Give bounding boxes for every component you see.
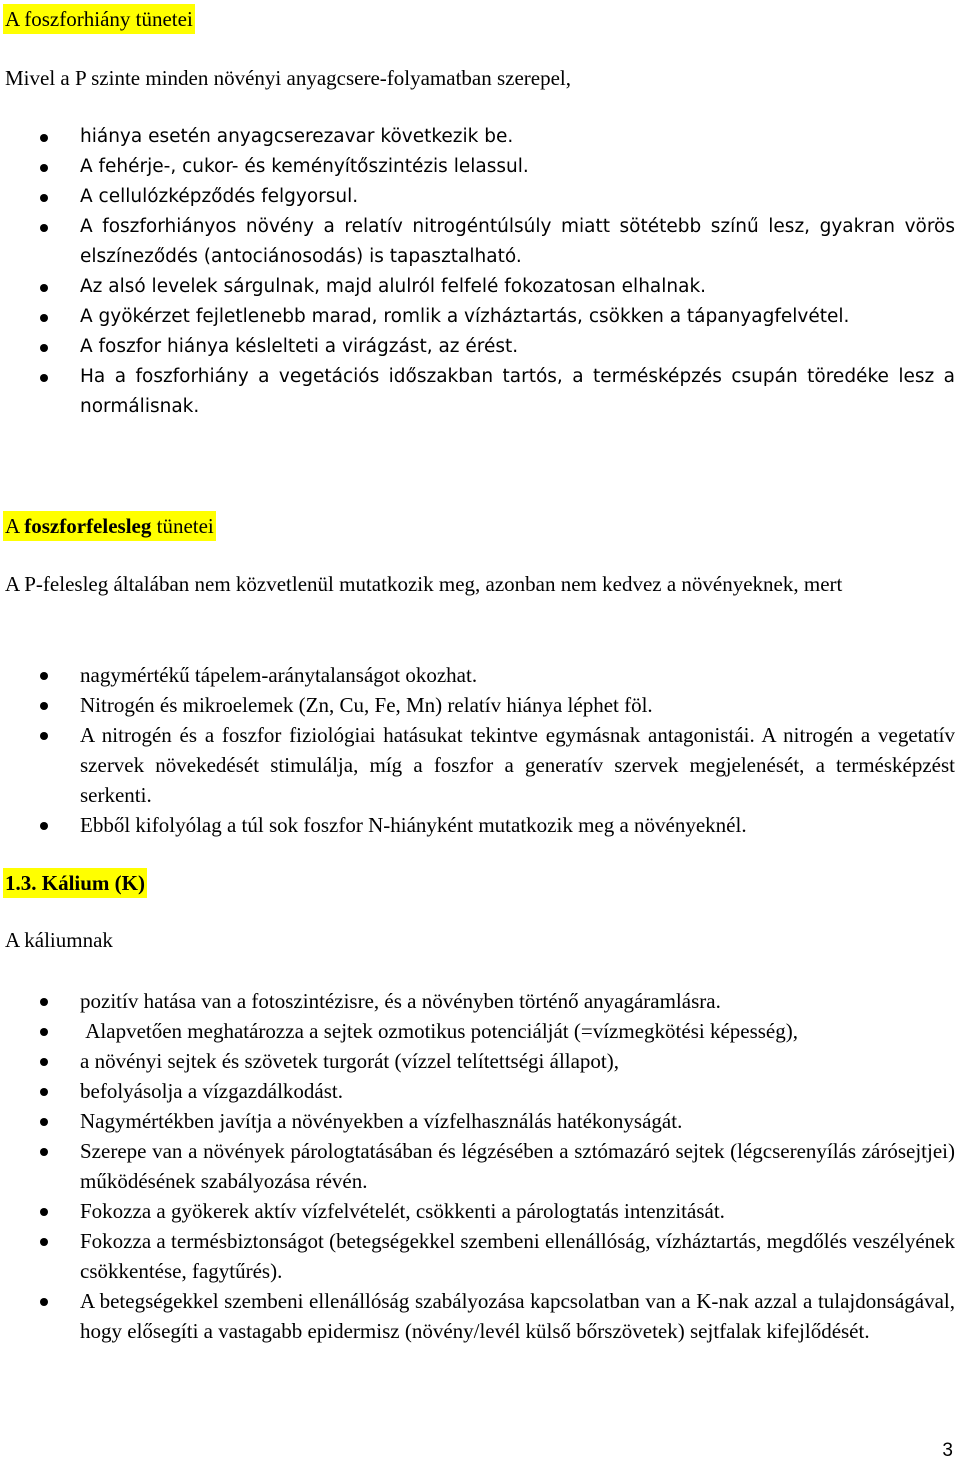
section-intro: A P-felesleg általában nem közvetlenül mutatkozik meg, azonban nem kedvez a növényeknek, mert [5, 572, 843, 596]
list-item: Nitrogén és mikroelemek (Zn, Cu, Fe, Mn) relatív hiánya léphet föl. [0, 690, 955, 720]
list-item: Nagymértékben javítja a növényekben a vízfelhasználás hatékonyságát. [0, 1106, 955, 1136]
list-item: nagymértékű tápelem-aránytalanságot okozhat. [0, 660, 955, 690]
list-item: pozitív hatása van a fotoszintézisre, és a növényben történő anyagáramlásra. [0, 986, 955, 1016]
list-item: A foszforhiányos növény a relatív nitrogéntúlsúly miatt sötétebb színű lesz, gyakran vörös elszíneződés (antociánosodás) is tapasztalható. [0, 212, 955, 272]
list-item: Alapvetően meghatározza a sejtek ozmotikus potenciálját (=vízmegkötési képesség), [0, 1016, 955, 1046]
bullet-list-potassium [0, 986, 955, 1346]
list-item: A gyökérzet fejletlenebb marad, romlik a vízháztartás, csökken a tápanyagfelvétel. [0, 302, 955, 332]
list-item: A nitrogén és a foszfor fiziológiai hatásukat tekintve egymásnak antagonistái. A nitrogén a vegetatív szervek növekedését stimulálja, míg a foszfor a generatív szervek megjelenését, a termésképzést serkenti. [0, 720, 955, 810]
title-bold-word: foszforfelesleg [24, 514, 152, 538]
list-item: Fokozza a termésbiztonságot (betegségekkel szembeni ellenállóság, vízháztartás, megdőlés veszélyének csökkentése, fagytűrés). [0, 1226, 955, 1286]
list-item: Szerepe van a növények párologtatásában és légzésében a sztómazáró sejtek (légcserenyílás zárósejtjei) működésének szabályozása révén. [0, 1136, 955, 1196]
list-item: Az alsó levelek sárgulnak, majd alulról felfelé fokozatosan elhalnak. [0, 272, 955, 302]
list-item: A cellulózképződés felgyorsul. [0, 182, 955, 212]
highlighted-title: 1.3. Kálium (K) [3, 868, 147, 898]
bullet-list-deficiency [0, 122, 955, 422]
page-number: 3 [942, 1440, 953, 1461]
list-item: a növényi sejtek és szövetek turgorát (vízzel telítettségi állapot), [0, 1046, 955, 1076]
section-heading-potassium [3, 868, 147, 898]
title-prefix: A [5, 514, 25, 538]
bullet-list-excess [0, 660, 955, 840]
list-item: Ebből kifolyólag a túl sok foszfor N-hiányként mutatkozik meg a növényeknél. [0, 810, 955, 840]
list-item: hiánya esetén anyagcserezavar következik be. [0, 122, 955, 152]
section-heading-phosphorus-deficiency [3, 4, 195, 34]
list-item: A foszfor hiánya késlelteti a virágzást, az érést. [0, 332, 955, 362]
highlighted-title [3, 511, 216, 541]
section-intro: A káliumnak [5, 928, 113, 952]
title-suffix: tünetei [151, 514, 214, 538]
section-intro: Mivel a P szinte minden növényi anyagcsere-folyamatban szerepel, [5, 66, 572, 90]
list-item: Fokozza a gyökerek aktív vízfelvételét, csökkenti a párologtatás intenzitását. [0, 1196, 955, 1226]
list-item: A fehérje-, cukor- és keményítőszintézis lelassul. [0, 152, 955, 182]
list-item: Ha a foszforhiány a vegetációs időszakban tartós, a termésképzés csupán töredéke lesz a normálisnak. [0, 362, 955, 422]
highlighted-title: A foszforhiány tünetei [3, 4, 195, 34]
list-item: A betegségekkel szembeni ellenállóság szabályozása kapcsolatban van a K-nak azzal a tulajdonságával, hogy elősegíti a vastagabb epidermisz (növény/levél külső bőrszövetek) sejtfalak kifejlődését. [0, 1286, 955, 1346]
list-item: befolyásolja a vízgazdálkodást. [0, 1076, 955, 1106]
section-heading-phosphorus-excess [3, 511, 216, 541]
